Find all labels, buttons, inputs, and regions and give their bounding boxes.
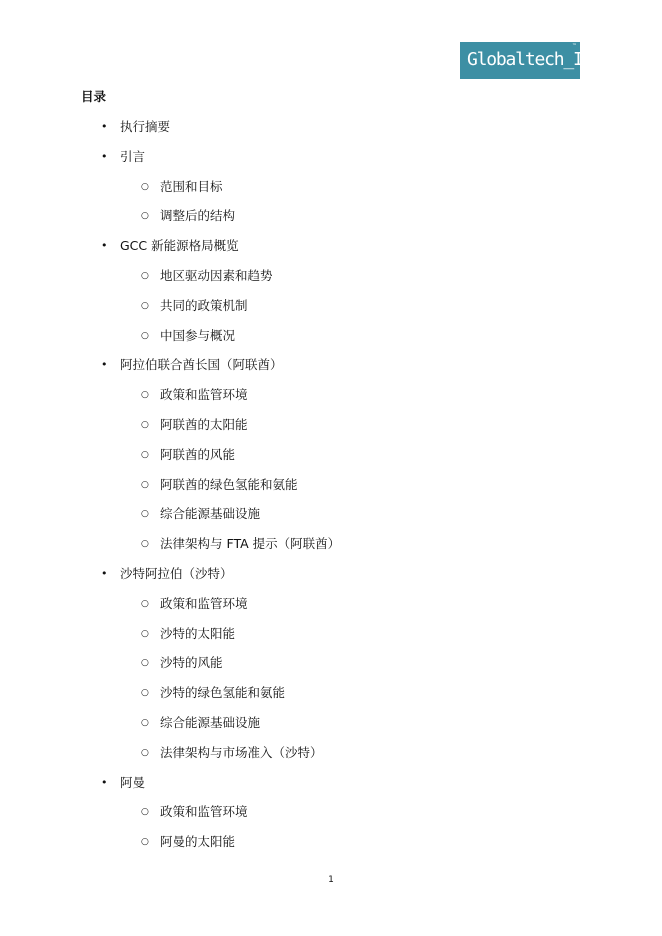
logo-text: Globaltech_IP — [467, 49, 593, 70]
toc-entry-label: 范围和目标 — [160, 178, 223, 194]
toc-title: 目录 — [81, 89, 107, 104]
toc-entry-label: 沙特的绿色氢能和氨能 — [160, 685, 286, 701]
logo-trademark: ™ — [572, 43, 577, 49]
bullet-circle: ○ — [141, 837, 149, 848]
toc-entry-label: 共同的政策机制 — [160, 297, 248, 313]
bullet-circle: ○ — [141, 420, 149, 430]
bullet-dot: • — [101, 239, 108, 253]
bullet-circle: ○ — [141, 390, 149, 401]
bullet-circle: ○ — [141, 509, 149, 520]
bullet-circle: ○ — [141, 300, 149, 311]
toc-entry-label: 沙特阿拉伯（沙特） — [120, 566, 233, 581]
bullet-circle: ○ — [141, 688, 149, 699]
bullet-circle: ○ — [141, 181, 149, 192]
toc-entry-label: 综合能源基础设施 — [160, 506, 261, 522]
bullet-circle: ○ — [141, 628, 149, 639]
toc-entry-label: 执行摘要 — [120, 119, 171, 134]
toc-entry-label: 政策和监管环境 — [160, 387, 248, 403]
bullet-circle: ○ — [141, 330, 149, 341]
bullet-dot: • — [101, 149, 108, 163]
bullet-dot: • — [101, 358, 108, 372]
bullet-circle: ○ — [141, 807, 149, 818]
toc-entry-label: 政策和监管环境 — [160, 595, 248, 611]
toc-entry-label: 沙特的太阳能 — [160, 625, 236, 641]
bullet-circle: ○ — [141, 598, 149, 609]
bullet-circle: ○ — [141, 479, 149, 490]
page-number: 1 — [328, 875, 334, 885]
toc-entry-label: 阿联酋的太阳能 — [160, 417, 248, 432]
toc-entry-label: 政策和监管环境 — [160, 804, 248, 820]
bullet-circle: ○ — [141, 211, 149, 222]
bullet-circle: ○ — [141, 449, 149, 460]
toc-entry-label: 阿曼的太阳能 — [160, 834, 236, 850]
toc-entry-label: 阿联酋的风能 — [160, 446, 236, 462]
bullet-circle: ○ — [141, 747, 149, 758]
toc-entry-label: 中国参与概况 — [160, 327, 236, 343]
toc-entry-label: 阿联酋的绿色氢能和氨能 — [160, 476, 298, 492]
toc-entry-label: 引言 — [120, 148, 146, 164]
bullet-dot: • — [101, 775, 108, 789]
toc-entry-label: 阿拉伯联合酋长国（阿联酋） — [120, 357, 283, 373]
bullet-circle: ○ — [141, 718, 149, 728]
toc-entry-label: 综合能源基础设施 — [160, 715, 261, 730]
toc-entry-label: 法律架构与 FTA 提示（阿联酋） — [160, 536, 341, 552]
bullet-circle: ○ — [141, 271, 149, 281]
bullet-circle: ○ — [141, 539, 149, 550]
toc-entry-label: GCC 新能源格局概览 — [120, 238, 239, 254]
bullet-circle: ○ — [141, 658, 149, 669]
toc-entry-label: 沙特的风能 — [160, 655, 223, 671]
toc-entry-label: 调整后的结构 — [160, 208, 236, 224]
bullet-dot: • — [101, 120, 108, 133]
toc-entry-label: 地区驱动因素和趋势 — [160, 268, 273, 283]
toc-entry-label: 阿曼 — [120, 774, 146, 790]
bullet-dot: • — [101, 567, 108, 580]
toc-entry-label: 法律架构与市场准入（沙特） — [160, 744, 323, 760]
